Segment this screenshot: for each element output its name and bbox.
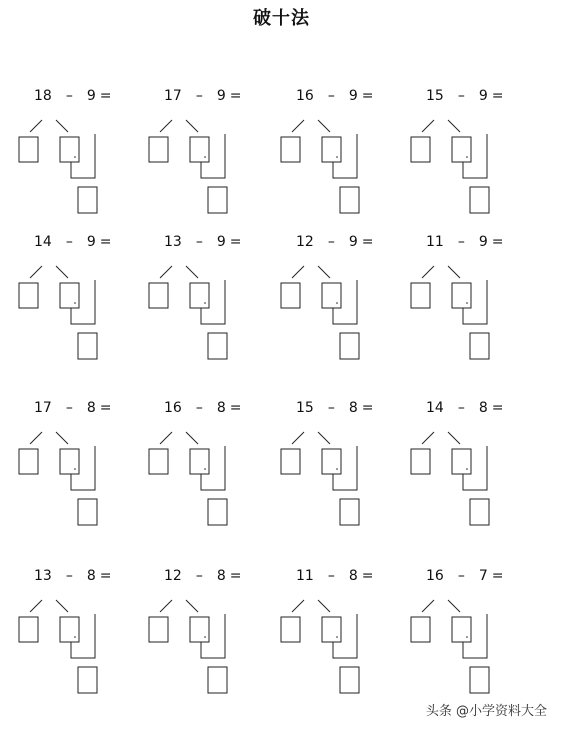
answer-box-right <box>452 449 471 474</box>
minuend: 17 <box>164 88 182 104</box>
equation <box>34 88 111 104</box>
minus-sign: – <box>195 400 203 416</box>
problem <box>148 568 288 708</box>
bracket-connector <box>463 280 487 324</box>
problem <box>410 234 550 374</box>
equals-sign: = <box>99 234 112 250</box>
problem <box>18 234 158 374</box>
result-box <box>470 187 489 213</box>
subtrahend: 9 <box>216 88 226 104</box>
answer-box-left <box>411 617 430 642</box>
box-dot <box>466 156 468 158</box>
decomposition-diagram <box>148 258 278 368</box>
bracket-connector <box>333 280 357 324</box>
answer-box-left <box>281 617 300 642</box>
subtrahend: 9 <box>348 88 358 104</box>
minus-sign: – <box>457 234 465 250</box>
equation <box>426 88 503 104</box>
branch-line-left <box>30 120 42 132</box>
result-box <box>470 333 489 359</box>
minuend: 16 <box>164 400 182 416</box>
subtrahend: 8 <box>348 568 358 584</box>
decomposition-diagram <box>280 424 410 534</box>
equals-sign: = <box>99 400 112 416</box>
equation <box>164 88 241 104</box>
result-box <box>208 333 227 359</box>
subtrahend: 7 <box>478 568 488 584</box>
minuend: 13 <box>164 234 182 250</box>
equals-sign: = <box>491 88 504 104</box>
branch-line-right <box>186 120 198 132</box>
minuend: 11 <box>426 234 444 250</box>
answer-box-right <box>452 137 471 162</box>
branch-line-left <box>30 432 42 444</box>
box-dot <box>336 156 338 158</box>
answer-box-left <box>411 137 430 162</box>
box-dot <box>466 468 468 470</box>
equation <box>426 234 503 250</box>
problem <box>18 568 158 708</box>
decomposition-diagram <box>148 424 278 534</box>
branch-line-right <box>448 600 460 612</box>
problem <box>280 88 420 228</box>
answer-box-right <box>60 137 79 162</box>
minus-sign: – <box>195 88 203 104</box>
result-box <box>340 187 359 213</box>
branch-line-right <box>448 120 460 132</box>
problem <box>18 88 158 228</box>
box-dot <box>466 636 468 638</box>
box-dot <box>74 156 76 158</box>
result-box <box>340 499 359 525</box>
branch-line-left <box>292 432 304 444</box>
branch-line-left <box>160 600 172 612</box>
minus-sign: – <box>65 568 73 584</box>
subtrahend: 8 <box>216 568 226 584</box>
minus-sign: – <box>327 234 335 250</box>
box-dot <box>204 156 206 158</box>
subtrahend: 9 <box>478 88 488 104</box>
branch-line-left <box>292 600 304 612</box>
branch-line-left <box>160 266 172 278</box>
answer-box-right <box>190 283 209 308</box>
answer-box-right <box>322 283 341 308</box>
result-box <box>470 499 489 525</box>
equals-sign: = <box>99 568 112 584</box>
answer-box-right <box>60 449 79 474</box>
decomposition-diagram <box>410 258 540 368</box>
minus-sign: – <box>65 234 73 250</box>
answer-box-right <box>190 449 209 474</box>
bracket-connector <box>71 134 95 178</box>
result-box <box>470 667 489 693</box>
result-box <box>78 499 97 525</box>
equals-sign: = <box>491 568 504 584</box>
minus-sign: – <box>457 88 465 104</box>
subtrahend: 8 <box>478 400 488 416</box>
answer-box-left <box>19 449 38 474</box>
branch-line-left <box>292 266 304 278</box>
equation <box>34 568 111 584</box>
bracket-connector <box>463 446 487 490</box>
subtrahend: 8 <box>216 400 226 416</box>
problem <box>280 234 420 374</box>
equals-sign: = <box>361 400 374 416</box>
answer-box-right <box>322 617 341 642</box>
branch-line-right <box>448 266 460 278</box>
answer-box-left <box>281 137 300 162</box>
branch-line-right <box>318 600 330 612</box>
answer-box-left <box>281 449 300 474</box>
answer-box-right <box>60 617 79 642</box>
problem <box>410 400 550 540</box>
decomposition-diagram <box>280 258 410 368</box>
problem <box>410 88 550 228</box>
answer-box-left <box>149 617 168 642</box>
minuend: 15 <box>426 88 444 104</box>
result-box <box>78 667 97 693</box>
result-box <box>208 187 227 213</box>
problem <box>148 88 288 228</box>
bracket-connector <box>201 280 225 324</box>
minus-sign: – <box>457 400 465 416</box>
branch-line-left <box>422 266 434 278</box>
decomposition-diagram <box>18 258 148 368</box>
branch-line-right <box>186 432 198 444</box>
branch-line-left <box>160 432 172 444</box>
decomposition-diagram <box>410 592 540 702</box>
subtrahend: 8 <box>86 568 96 584</box>
bracket-connector <box>463 134 487 178</box>
answer-box-left <box>411 283 430 308</box>
equation <box>296 568 373 584</box>
box-dot <box>204 468 206 470</box>
subtrahend: 9 <box>348 234 358 250</box>
equation <box>426 568 503 584</box>
answer-box-left <box>149 449 168 474</box>
answer-box-left <box>19 617 38 642</box>
subtrahend: 8 <box>348 400 358 416</box>
branch-line-left <box>422 600 434 612</box>
branch-line-right <box>318 432 330 444</box>
minuend: 11 <box>296 568 314 584</box>
box-dot <box>336 636 338 638</box>
minus-sign: – <box>65 400 73 416</box>
subtrahend: 9 <box>478 234 488 250</box>
branch-line-right <box>186 266 198 278</box>
problem <box>280 568 420 708</box>
decomposition-diagram <box>18 424 148 534</box>
branch-line-right <box>56 120 68 132</box>
decomposition-diagram <box>148 112 278 222</box>
bracket-connector <box>333 614 357 658</box>
equals-sign: = <box>491 400 504 416</box>
equals-sign: = <box>229 568 242 584</box>
minus-sign: – <box>327 568 335 584</box>
decomposition-diagram <box>410 112 540 222</box>
equals-sign: = <box>229 234 242 250</box>
minuend: 16 <box>296 88 314 104</box>
bracket-connector <box>463 614 487 658</box>
problem <box>148 234 288 374</box>
bracket-connector <box>201 134 225 178</box>
equation <box>296 400 373 416</box>
decomposition-diagram <box>148 592 278 702</box>
bracket-connector <box>333 446 357 490</box>
branch-line-right <box>56 432 68 444</box>
branch-line-right <box>56 600 68 612</box>
minus-sign: – <box>195 234 203 250</box>
problem <box>148 400 288 540</box>
equation <box>164 234 241 250</box>
problem <box>280 400 420 540</box>
answer-box-right <box>322 449 341 474</box>
subtrahend: 9 <box>86 88 96 104</box>
answer-box-left <box>149 283 168 308</box>
branch-line-left <box>422 432 434 444</box>
equals-sign: = <box>491 234 504 250</box>
box-dot <box>74 302 76 304</box>
minuend: 15 <box>296 400 314 416</box>
problem <box>410 568 550 708</box>
minus-sign: – <box>457 568 465 584</box>
minus-sign: – <box>327 88 335 104</box>
equation <box>164 400 241 416</box>
answer-box-left <box>149 137 168 162</box>
equals-sign: = <box>361 88 374 104</box>
equals-sign: = <box>229 400 242 416</box>
minus-sign: – <box>65 88 73 104</box>
equation <box>296 88 373 104</box>
decomposition-diagram <box>18 592 148 702</box>
branch-line-left <box>30 266 42 278</box>
branch-line-left <box>292 120 304 132</box>
result-box <box>208 499 227 525</box>
equation <box>34 400 111 416</box>
equation <box>34 234 111 250</box>
box-dot <box>204 302 206 304</box>
branch-line-right <box>318 120 330 132</box>
minuend: 16 <box>426 568 444 584</box>
answer-box-right <box>322 137 341 162</box>
branch-line-right <box>318 266 330 278</box>
minus-sign: – <box>195 568 203 584</box>
box-dot <box>74 636 76 638</box>
answer-box-left <box>19 137 38 162</box>
bracket-connector <box>201 446 225 490</box>
answer-box-right <box>190 137 209 162</box>
decomposition-diagram <box>410 424 540 534</box>
result-box <box>78 333 97 359</box>
answer-box-right <box>452 617 471 642</box>
subtrahend: 8 <box>86 400 96 416</box>
branch-line-left <box>422 120 434 132</box>
minuend: 12 <box>296 234 314 250</box>
branch-line-left <box>160 120 172 132</box>
equals-sign: = <box>99 88 112 104</box>
result-box <box>340 333 359 359</box>
branch-line-left <box>30 600 42 612</box>
equation <box>296 234 373 250</box>
subtrahend: 9 <box>216 234 226 250</box>
box-dot <box>204 636 206 638</box>
minuend: 14 <box>426 400 444 416</box>
equals-sign: = <box>229 88 242 104</box>
minuend: 13 <box>34 568 52 584</box>
decomposition-diagram <box>18 112 148 222</box>
bracket-connector <box>71 280 95 324</box>
equation <box>164 568 241 584</box>
decomposition-diagram <box>280 592 410 702</box>
minuend: 14 <box>34 234 52 250</box>
branch-line-right <box>186 600 198 612</box>
branch-line-right <box>56 266 68 278</box>
equals-sign: = <box>361 568 374 584</box>
answer-box-right <box>190 617 209 642</box>
bracket-connector <box>201 614 225 658</box>
result-box <box>78 187 97 213</box>
answer-box-right <box>60 283 79 308</box>
subtrahend: 9 <box>86 234 96 250</box>
watermark: 头条 @小学资料大全 <box>422 699 551 720</box>
result-box <box>340 667 359 693</box>
branch-line-right <box>448 432 460 444</box>
problem <box>18 400 158 540</box>
minuend: 18 <box>34 88 52 104</box>
result-box <box>208 667 227 693</box>
minus-sign: – <box>327 400 335 416</box>
minuend: 17 <box>34 400 52 416</box>
equals-sign: = <box>361 234 374 250</box>
box-dot <box>336 302 338 304</box>
answer-box-left <box>411 449 430 474</box>
equation <box>426 400 503 416</box>
page-title: 破十法 <box>253 8 310 29</box>
bracket-connector <box>71 446 95 490</box>
bracket-connector <box>71 614 95 658</box>
box-dot <box>466 302 468 304</box>
minuend: 12 <box>164 568 182 584</box>
answer-box-left <box>281 283 300 308</box>
bracket-connector <box>333 134 357 178</box>
decomposition-diagram <box>280 112 410 222</box>
box-dot <box>336 468 338 470</box>
answer-box-left <box>19 283 38 308</box>
box-dot <box>74 468 76 470</box>
answer-box-right <box>452 283 471 308</box>
